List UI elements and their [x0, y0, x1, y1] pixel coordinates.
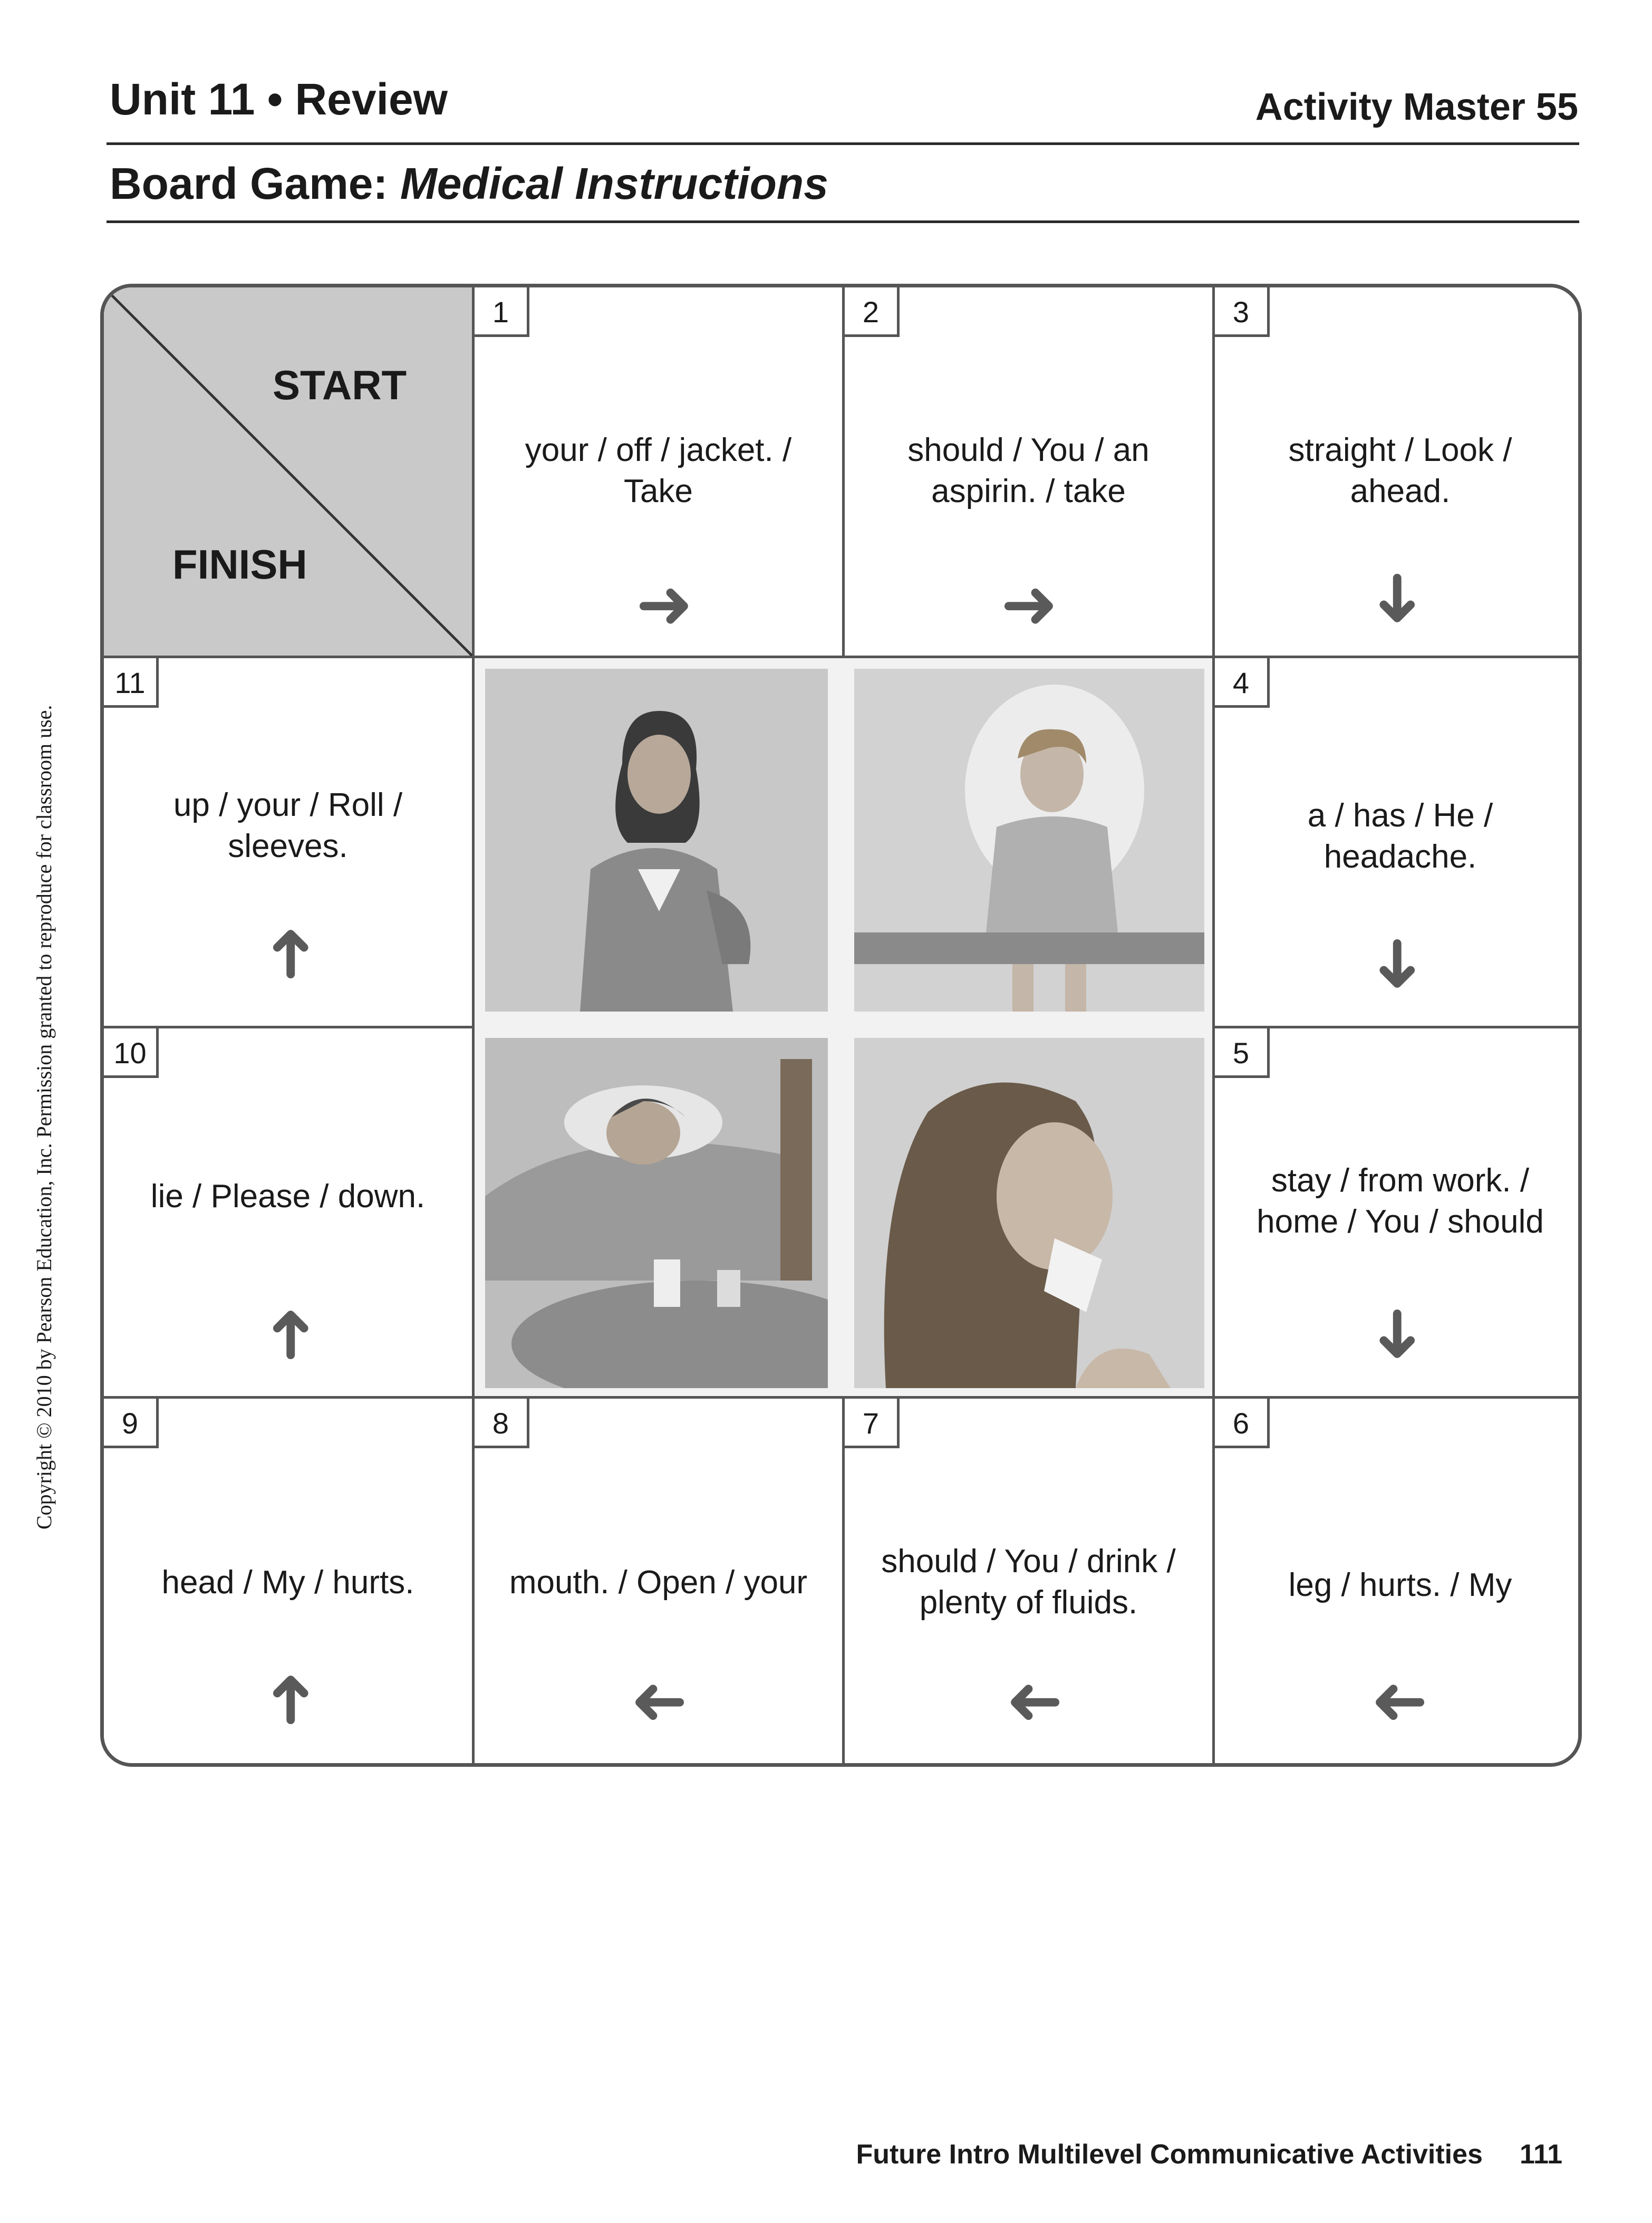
text-line: up / your / Roll /: [173, 787, 403, 823]
text-line: stay / from work. /: [1271, 1162, 1530, 1199]
header-rule: [107, 220, 1579, 223]
arrow-up-icon: ➜: [250, 925, 327, 983]
square-number: 1: [475, 287, 529, 337]
activity-master-label: Activity Master 55: [1255, 86, 1578, 128]
square-9: [104, 1399, 475, 1767]
arrow-right-icon: ➜: [1000, 565, 1058, 642]
finish-label: FINISH: [172, 541, 307, 588]
text-line: should / You / an: [907, 432, 1149, 468]
square-number: 11: [104, 658, 159, 708]
square-number: 7: [845, 1399, 900, 1448]
text-line: sleeves.: [228, 828, 348, 864]
square-text: [866, 430, 1191, 512]
square-8: [475, 1399, 845, 1767]
woman-in-bed-icon: [485, 1038, 828, 1388]
square-text: [496, 1562, 821, 1603]
text-line: your / off / jacket. /: [525, 432, 792, 468]
square-text: [496, 430, 821, 512]
game-board: [100, 284, 1582, 1767]
square-3: [1215, 287, 1582, 658]
square-text: [1236, 1565, 1564, 1606]
text-line: plenty of fluids.: [919, 1584, 1138, 1621]
book-title: Future Intro Multilevel Communicative Activities: [856, 2139, 1483, 2170]
arrow-left-icon: ➜: [1006, 1666, 1064, 1743]
woman-in-bed-illustration: [485, 1038, 828, 1388]
page-number: 111: [1519, 2139, 1562, 2170]
square-text: [125, 1562, 451, 1603]
header-rule: [107, 142, 1579, 145]
text-line: Take: [624, 473, 693, 509]
square-number: 4: [1215, 658, 1270, 708]
start-label: START: [273, 362, 407, 408]
text-line: ahead.: [1350, 473, 1451, 509]
arrow-left-icon: ➜: [1370, 1666, 1428, 1743]
woman-on-exam-table-illustration: [854, 669, 1204, 1012]
text-line: headache.: [1323, 839, 1477, 875]
square-number: 8: [475, 1399, 529, 1448]
title-italic: Medical Instructions: [400, 159, 828, 208]
text-line: leg / hurts. / My: [1288, 1567, 1512, 1603]
unit-title: Unit 11 • Review: [110, 74, 448, 124]
woman-rolling-sleeve-icon: [485, 669, 828, 1012]
diagonal-line: [104, 287, 475, 658]
square-10: [104, 1028, 475, 1399]
arrow-down-icon: ➜: [1361, 1305, 1438, 1363]
square-text: [125, 1176, 451, 1217]
picture-area: [475, 658, 1215, 1399]
text-line: should / You / drink /: [881, 1543, 1176, 1580]
square-7: [845, 1399, 1215, 1767]
arrow-down-icon: ➜: [1361, 570, 1438, 628]
arrow-down-icon: ➜: [1361, 935, 1438, 993]
text-line: lie / Please / down.: [150, 1178, 426, 1215]
arrow-right-icon: ➜: [635, 565, 693, 642]
board-game-title: [110, 158, 828, 209]
woman-rolling-sleeve-illustration: [485, 669, 828, 1012]
woman-sneezing-icon: [854, 1038, 1204, 1388]
square-text: [1236, 1160, 1564, 1243]
woman-sneezing-illustration: [854, 1038, 1204, 1388]
title-prefix: Board Game:: [110, 159, 400, 208]
woman-on-exam-table-icon: [854, 669, 1204, 1012]
square-number: 9: [104, 1399, 159, 1448]
square-5: [1215, 1028, 1582, 1399]
square-text: [1236, 430, 1564, 512]
square-number: 5: [1215, 1028, 1270, 1078]
square-text: [125, 785, 451, 867]
text-line: mouth. / Open / your: [509, 1564, 808, 1601]
text-line: aspirin. / take: [931, 473, 1126, 509]
text-line: a / has / He /: [1307, 797, 1493, 834]
text-line: straight / Look /: [1288, 432, 1512, 468]
square-number: 2: [845, 287, 900, 337]
square-1: [475, 287, 845, 658]
square-number: 6: [1215, 1399, 1270, 1448]
square-text: [1236, 795, 1564, 878]
square-11: [104, 658, 475, 1028]
arrow-left-icon: ➜: [630, 1666, 688, 1743]
arrow-up-icon: ➜: [250, 1670, 327, 1728]
start-finish-square: [104, 287, 475, 658]
square-6: [1215, 1399, 1582, 1767]
page-footer: [856, 2139, 1562, 2170]
copyright-notice: Copyright © 2010 by Pearson Education, Inc. Permission granted to reproduce for classroom use.: [32, 705, 56, 1529]
square-2: [845, 287, 1215, 658]
square-text: [866, 1541, 1191, 1623]
square-number: 3: [1215, 287, 1270, 337]
arrow-up-icon: ➜: [250, 1305, 327, 1363]
text-line: home / You / should: [1257, 1204, 1544, 1240]
square-4: [1215, 658, 1582, 1028]
text-line: head / My / hurts.: [161, 1564, 414, 1601]
square-number: 10: [104, 1028, 159, 1078]
